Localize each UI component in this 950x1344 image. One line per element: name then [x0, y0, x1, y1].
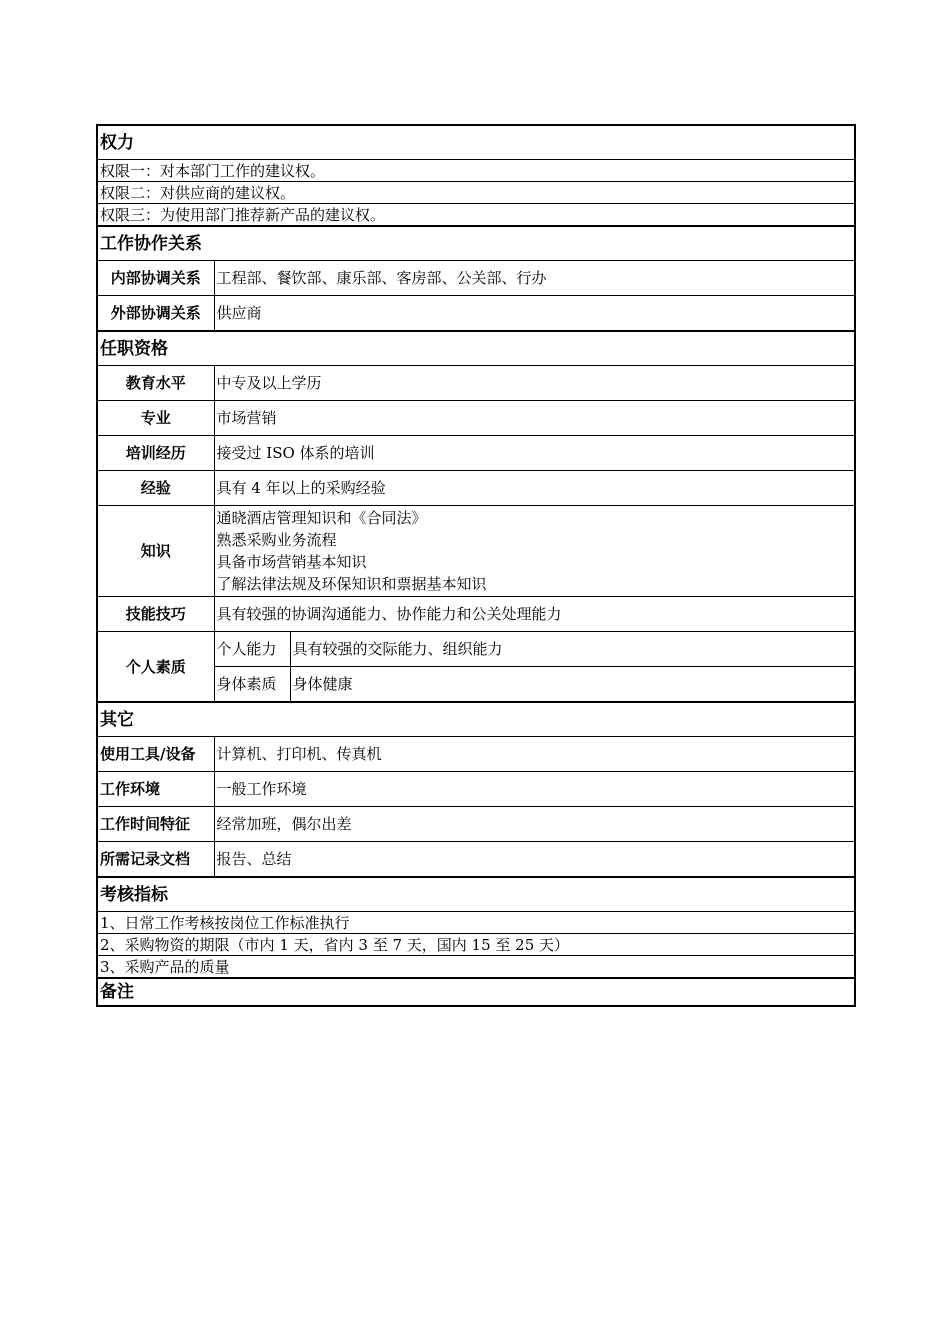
knowledge-line: 熟悉采购业务流程 — [216, 531, 337, 549]
skills-label: 技能技巧 — [97, 597, 214, 632]
other-row — [97, 737, 855, 772]
section-relations — [97, 226, 855, 261]
environment-label: 工作环境 — [97, 772, 214, 807]
personal-value-ability: 具有较强的交际能力、组织能力 — [290, 632, 855, 667]
personal-sublabel-health: 身体素质 — [214, 667, 290, 703]
other-row — [97, 772, 855, 807]
assessment-item — [97, 956, 855, 979]
records-label: 所需记录文档 — [97, 842, 214, 878]
work-time-value: 经常加班，偶尔出差 — [214, 807, 855, 842]
section-title-qualifications: 任职资格 — [97, 331, 855, 366]
section-authority — [97, 125, 855, 160]
assessment-item-1: 1、日常工作考核按岗位工作标准执行 — [97, 912, 855, 934]
knowledge-label: 知识 — [97, 506, 214, 597]
relation-row — [97, 296, 855, 332]
major-value: 市场营销 — [214, 401, 855, 436]
knowledge-line: 了解法律法规及环保知识和票据基本知识 — [216, 575, 487, 593]
qualification-row — [97, 366, 855, 401]
authority-item — [97, 182, 855, 204]
education-value: 中专及以上学历 — [214, 366, 855, 401]
section-title-authority: 权力 — [97, 125, 855, 160]
environment-value: 一般工作环境 — [214, 772, 855, 807]
knowledge-line: 通晓酒店管理知识和《合同法》 — [216, 509, 427, 527]
other-row — [97, 842, 855, 878]
qualification-row — [97, 401, 855, 436]
tools-value: 计算机、打印机、传真机 — [214, 737, 855, 772]
personal-label: 个人素质 — [97, 632, 214, 703]
relation-row — [97, 261, 855, 296]
authority-item-2: 权限二：对供应商的建议权。 — [97, 182, 855, 204]
experience-value: 具有 4 年以上的采购经验 — [214, 471, 855, 506]
section-qualifications — [97, 331, 855, 366]
personal-sublabel-ability: 个人能力 — [214, 632, 290, 667]
qualification-row — [97, 597, 855, 632]
tools-label: 使用工具/设备 — [97, 737, 214, 772]
records-value: 报告、总结 — [214, 842, 855, 878]
authority-item — [97, 204, 855, 227]
section-assessment — [97, 877, 855, 912]
relation-value-external: 供应商 — [214, 296, 855, 332]
assessment-item-3: 3、采购产品的质量 — [97, 956, 855, 979]
other-row — [97, 807, 855, 842]
knowledge-line: 具备市场营销基本知识 — [216, 553, 367, 571]
relation-label-external: 外部协调关系 — [97, 296, 214, 332]
section-title-assessment: 考核指标 — [97, 877, 855, 912]
qualification-row — [97, 471, 855, 506]
qualification-row — [97, 506, 855, 597]
section-title-relations: 工作协作关系 — [97, 226, 855, 261]
section-title-notes: 备注 — [97, 978, 855, 1006]
assessment-item-2: 2、采购物资的期限（市内 1 天，省内 3 至 7 天，国内 15 至 25 天） — [97, 934, 855, 956]
section-title-other: 其它 — [97, 702, 855, 737]
relation-value-internal: 工程部、餐饮部、康乐部、客房部、公关部、行办 — [214, 261, 855, 296]
personal-value-health: 身体健康 — [290, 667, 855, 703]
education-label: 教育水平 — [97, 366, 214, 401]
personal-row — [97, 632, 855, 667]
qualification-row — [97, 436, 855, 471]
assessment-item — [97, 912, 855, 934]
knowledge-value — [214, 506, 855, 597]
relation-label-internal: 内部协调关系 — [97, 261, 214, 296]
training-label: 培训经历 — [97, 436, 214, 471]
work-time-label: 工作时间特征 — [97, 807, 214, 842]
authority-item-3: 权限三：为使用部门推荐新产品的建议权。 — [97, 204, 855, 227]
assessment-item — [97, 934, 855, 956]
experience-label: 经验 — [97, 471, 214, 506]
major-label: 专业 — [97, 401, 214, 436]
skills-value: 具有较强的协调沟通能力、协作能力和公关处理能力 — [214, 597, 855, 632]
authority-item — [97, 160, 855, 182]
authority-item-1: 权限一：对本部门工作的建议权。 — [97, 160, 855, 182]
training-value: 接受过 ISO 体系的培训 — [214, 436, 855, 471]
section-notes — [97, 978, 855, 1006]
job-description-table — [96, 124, 856, 1007]
section-other — [97, 702, 855, 737]
